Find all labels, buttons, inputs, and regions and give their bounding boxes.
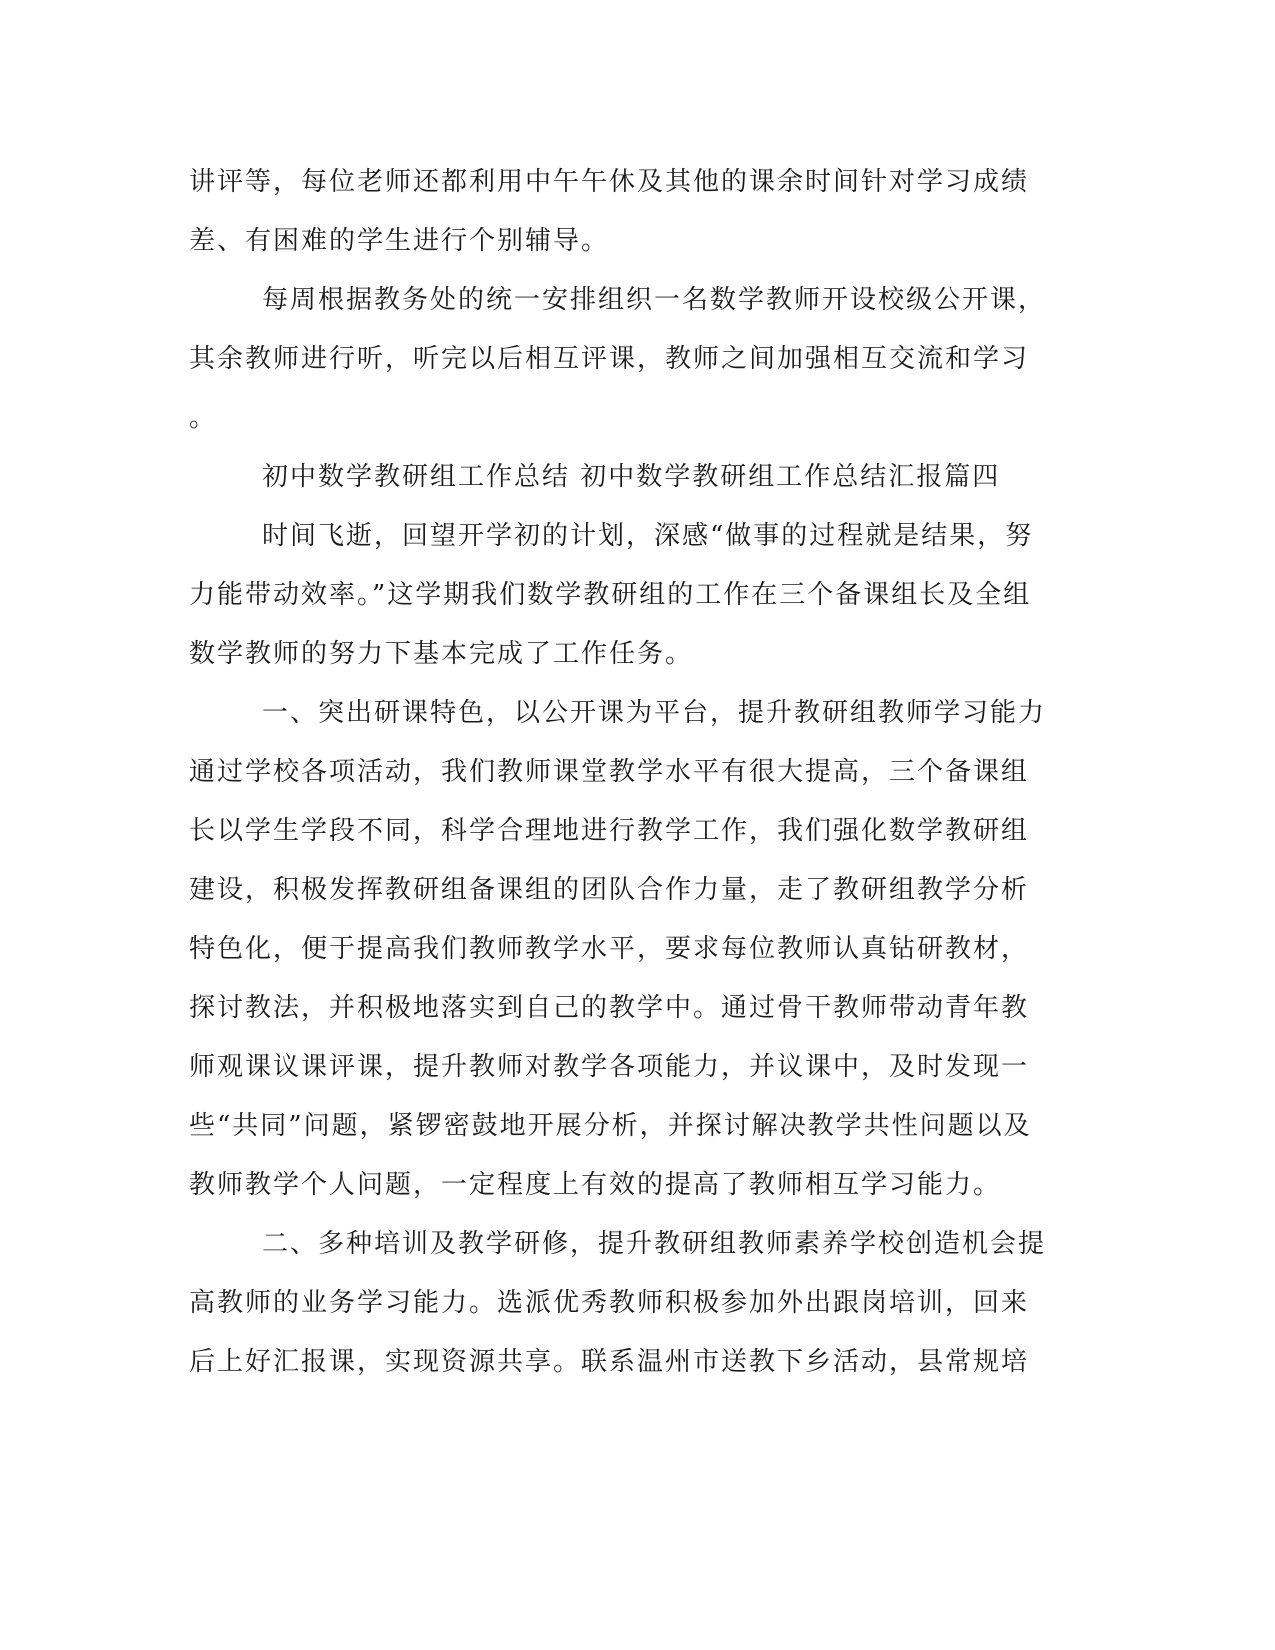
text-line: 后上好汇报课，实现资源共享。联系温州市送教下乡活动，县常规培 (189, 1347, 1030, 1377)
text-line: 力能带动效率。”这学期我们数学教研组的工作在三个备课组长及全组 (189, 580, 1032, 610)
text-line: 其余教师进行听，听完以后相互评课，教师之间加强相互交流和学习 (189, 344, 1030, 374)
text-line: 特色化，便于提高我们教师教学水平，要求每位教师认真钻研教材， (189, 934, 1030, 964)
paragraph-start-line: 时间飞逝，回望开学初的计划，深感“做事的过程就是结果，努 (262, 521, 1034, 551)
text-line: 师观课议课评课，提升教师对教学各项能力，并议课中，及时发现一 (189, 1052, 1030, 1082)
text-line: 高教师的业务学习能力。选派优秀教师积极参加外出跟岗培训，回来 (189, 1288, 1030, 1318)
text-line: 教师教学个人问题，一定程度上有效的提高了教师相互学习能力。 (189, 1170, 1002, 1200)
text-line: 建设，积极发挥教研组备课组的团队合作力量，走了教研组教学分析 (189, 875, 1030, 905)
paragraph-start-line: 每周根据教务处的统一安排组织一名数学教师开设校级公开课， (262, 285, 1047, 315)
paragraph-start-line: 二、多种培训及教学研修，提升教研组教师素养学校创造机会提 (262, 1229, 1047, 1259)
text-line: 差、有困难的学生进行个别辅导。 (189, 226, 610, 256)
text-line: 数学教师的努力下基本完成了工作任务。 (189, 639, 694, 669)
text-line: 探讨教法，并积极地落实到自己的教学中。通过骨干教师带动青年教 (189, 993, 1030, 1023)
paragraph-start-line: 一、突出研课特色，以公开课为平台，提升教研组教师学习能力 (262, 698, 1047, 728)
text-line: 些“共同”问题，紧锣密鼓地开展分析，并探讨解决教学共性问题以及 (189, 1111, 1032, 1141)
text-line: 。 (189, 403, 218, 433)
text-line: 通过学校各项活动，我们教师课堂教学水平有很大提高，三个备课组 (189, 757, 1030, 787)
text-line: 长以学生学段不同，科学合理地进行教学工作，我们强化数学教研组 (189, 816, 1030, 846)
text-line: 讲评等，每位老师还都利用中午午休及其他的课余时间针对学习成绩 (189, 167, 1030, 197)
section-heading: 初中数学教研组工作总结 初中数学教研组工作总结汇报篇四 (262, 462, 1001, 492)
